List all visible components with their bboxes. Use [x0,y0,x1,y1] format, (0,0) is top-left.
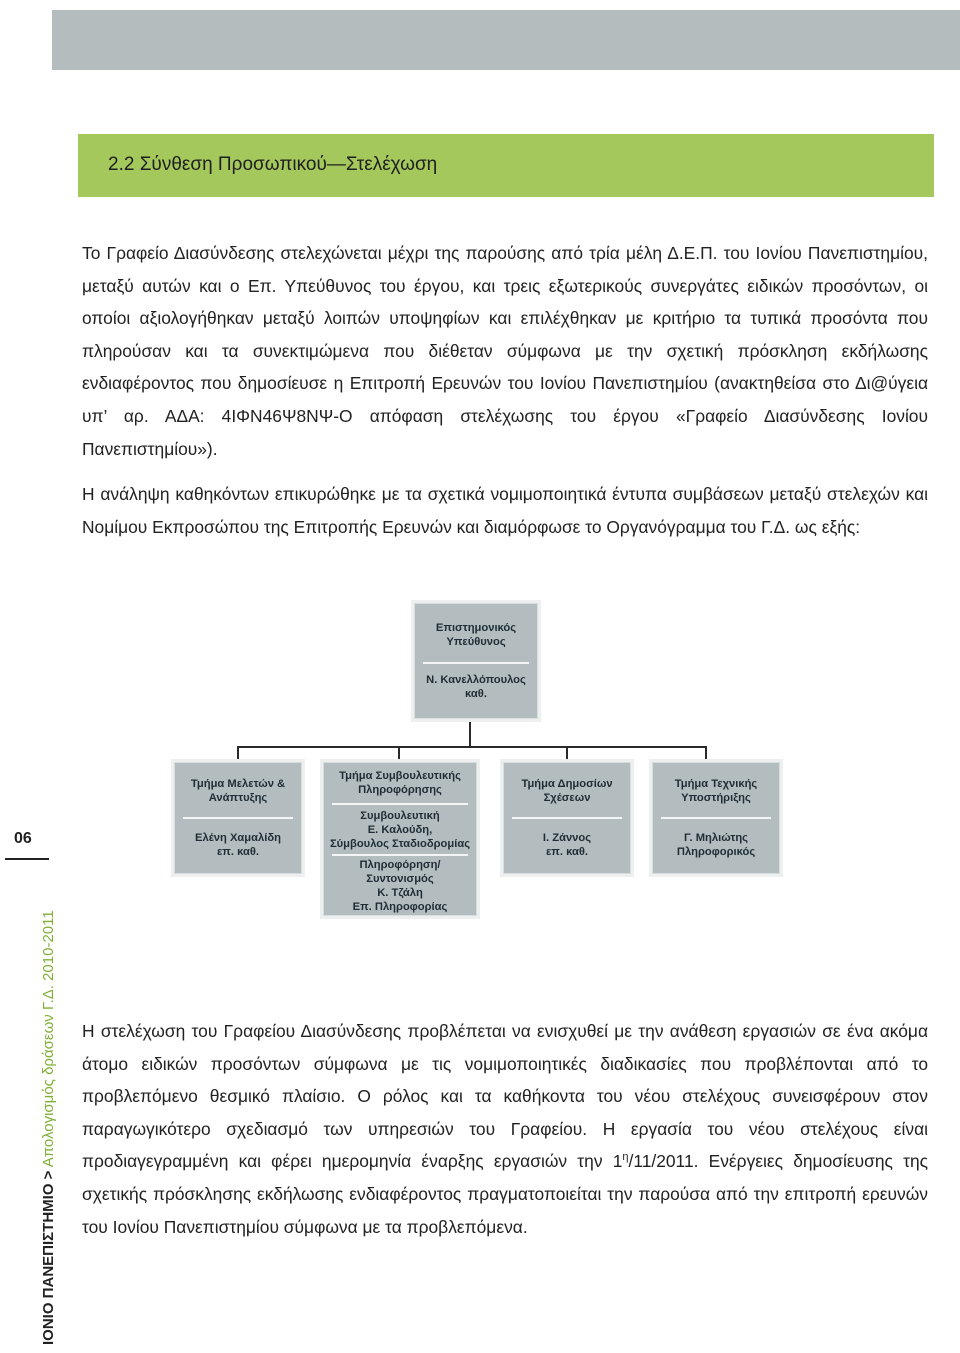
org-box-counselling-information [323,762,477,916]
section-header [78,134,934,197]
org-box-technical-support [652,762,780,874]
university-name: ΙΟΝΙΟ ΠΑΝΕΠΙΣΤΗΜΙΟ > [40,1170,57,1345]
page-number: 06 [14,830,32,847]
connector-root-down [469,720,471,748]
ordinal-superscript: η [622,1151,629,1164]
org-box-person: Γ. Μηλιώτης Πληροφορικός [676,832,756,858]
page-number-rule [5,858,49,860]
connector-dept-3 [566,746,568,760]
org-box-person: Ν. Κανελλόπουλος καθ. [426,674,526,700]
org-subunit-information: Πληροφόρηση/ Συντονισμός Κ. Τζάλη Επ. Πληροφορίας [352,859,448,913]
header-band [52,10,960,70]
org-box-scientific-lead [414,603,538,719]
org-box-title: Τμήμα Τεχνικής Υποστήριξης [674,778,758,804]
org-box-person: Ελένη Χαμαλίδη επ. καθ. [195,832,281,858]
connector-dept-2 [398,746,400,760]
paragraph-text: /11/2011. Ενέργειες δημοσίευσης της σχετικής πρόσκλησης εκδήλωσης ενδιαφέροντος πραγματοποιείται την παρούσα από την επιτροπή ερευνών του Ιονίου Πανεπιστημίου σύμφωνα με τα προβλεπόμενα. [82,1151,928,1237]
connector-dept-4 [705,746,707,760]
org-box-public-relations [503,762,631,874]
paragraph-text: Η στελέχωση του Γραφείου Διασύνδεσης προβλέπεται να ενισχυθεί με την ανάθεση εργασιών σε ένα ακόμα άτομο ειδικών προσόντων σύμφωνα με τις νομιμοποιητικές διαδικασίες που προβλέπονται από το προβλεπόμενο θεσμικό πλαίσιο. Ο ρόλος και τα καθήκοντα του νέου στελέχους συνεισφέρουν στον παραγωγικότερο σχεδιασμό των υπηρεσιών του Γραφείου. Η εργασία του νέου στελέχους είναι προδιαγεγραμμένη και φέρει ημερομηνία έναρξης εργασιών την 1 [82,1021,928,1172]
paragraph-future-staffing [82,1015,928,1243]
org-subunit-counselling: Συμβουλευτική Ε. Καλούδη, Σύμβουλος Σταδιοδρομίας [329,810,471,850]
org-box-person: Ι. Ζάννος επ. καθ. [542,832,592,858]
side-running-title [40,910,57,1345]
org-box-title: Τμήμα Μελετών & Ανάπτυξης [190,778,286,804]
org-box-title: Τμήμα Συμβουλευτικής Πληροφόρησης [339,770,461,796]
report-title: Απολογισμός δράσεων Γ.Δ. 2010-2011 [40,910,57,1168]
org-box-title: Επιστημονικός Υπεύθυνος [435,622,517,648]
paragraph-contracts: Η ανάληψη καθηκόντων επικυρώθηκε με τα σχετικά νομιμοποιητικά έντυπα συμβάσεων μεταξύ στελεχών και Νομίμου Εκπροσώπου της Επιτροπής Ερευνών και διαμόρφωσε το Οργανόγραμμα του Γ.Δ. ως εξής: [82,484,928,537]
paragraph-staffing: Το Γραφείο Διασύνδεσης στελεχώνεται μέχρι της παρούσης από τρία μέλη Δ.Ε.Π. του Ιονίου Πανεπιστημίου, μεταξύ αυτών και ο Επ. Υπεύθυνος του έργου, και τρεις εξωτερικούς συνεργάτες ειδικών προσόντων, οι οποίοι αξιολογήθηκαν μεταξύ λοιπών υποψηφίων και επιλέχθηκαν με κριτήριο τα τυπικά προσόντα που πληρούσαν και τα συνεκτιμώμενα που διέθεταν σύμφωνα με την σχετική πρόσκληση εκδήλωσης ενδιαφέροντος που δημοσίευσε η Επιτροπή Ερευνών του Ιονίου Πανεπιστημίου (ανακτηθείσα στο Δι@ύγεια υπ’ αρ. ΑΔΑ: 4ΙΦΝ46Ψ8ΝΨ-Ο απόφαση στελέχωσης του έργου «Γραφείο Διασύνδεσης Ιονίου Πανεπιστημίου»). [82,243,928,459]
section-title: 2.2 Σύνθεση Προσωπικού—Στελέχωση [108,154,438,175]
connector-dept-1 [237,746,239,760]
org-box-title: Τμήμα Δημοσίων Σχέσεων [521,778,613,804]
connector-horizontal [237,746,705,748]
org-box-studies-development [174,762,302,874]
